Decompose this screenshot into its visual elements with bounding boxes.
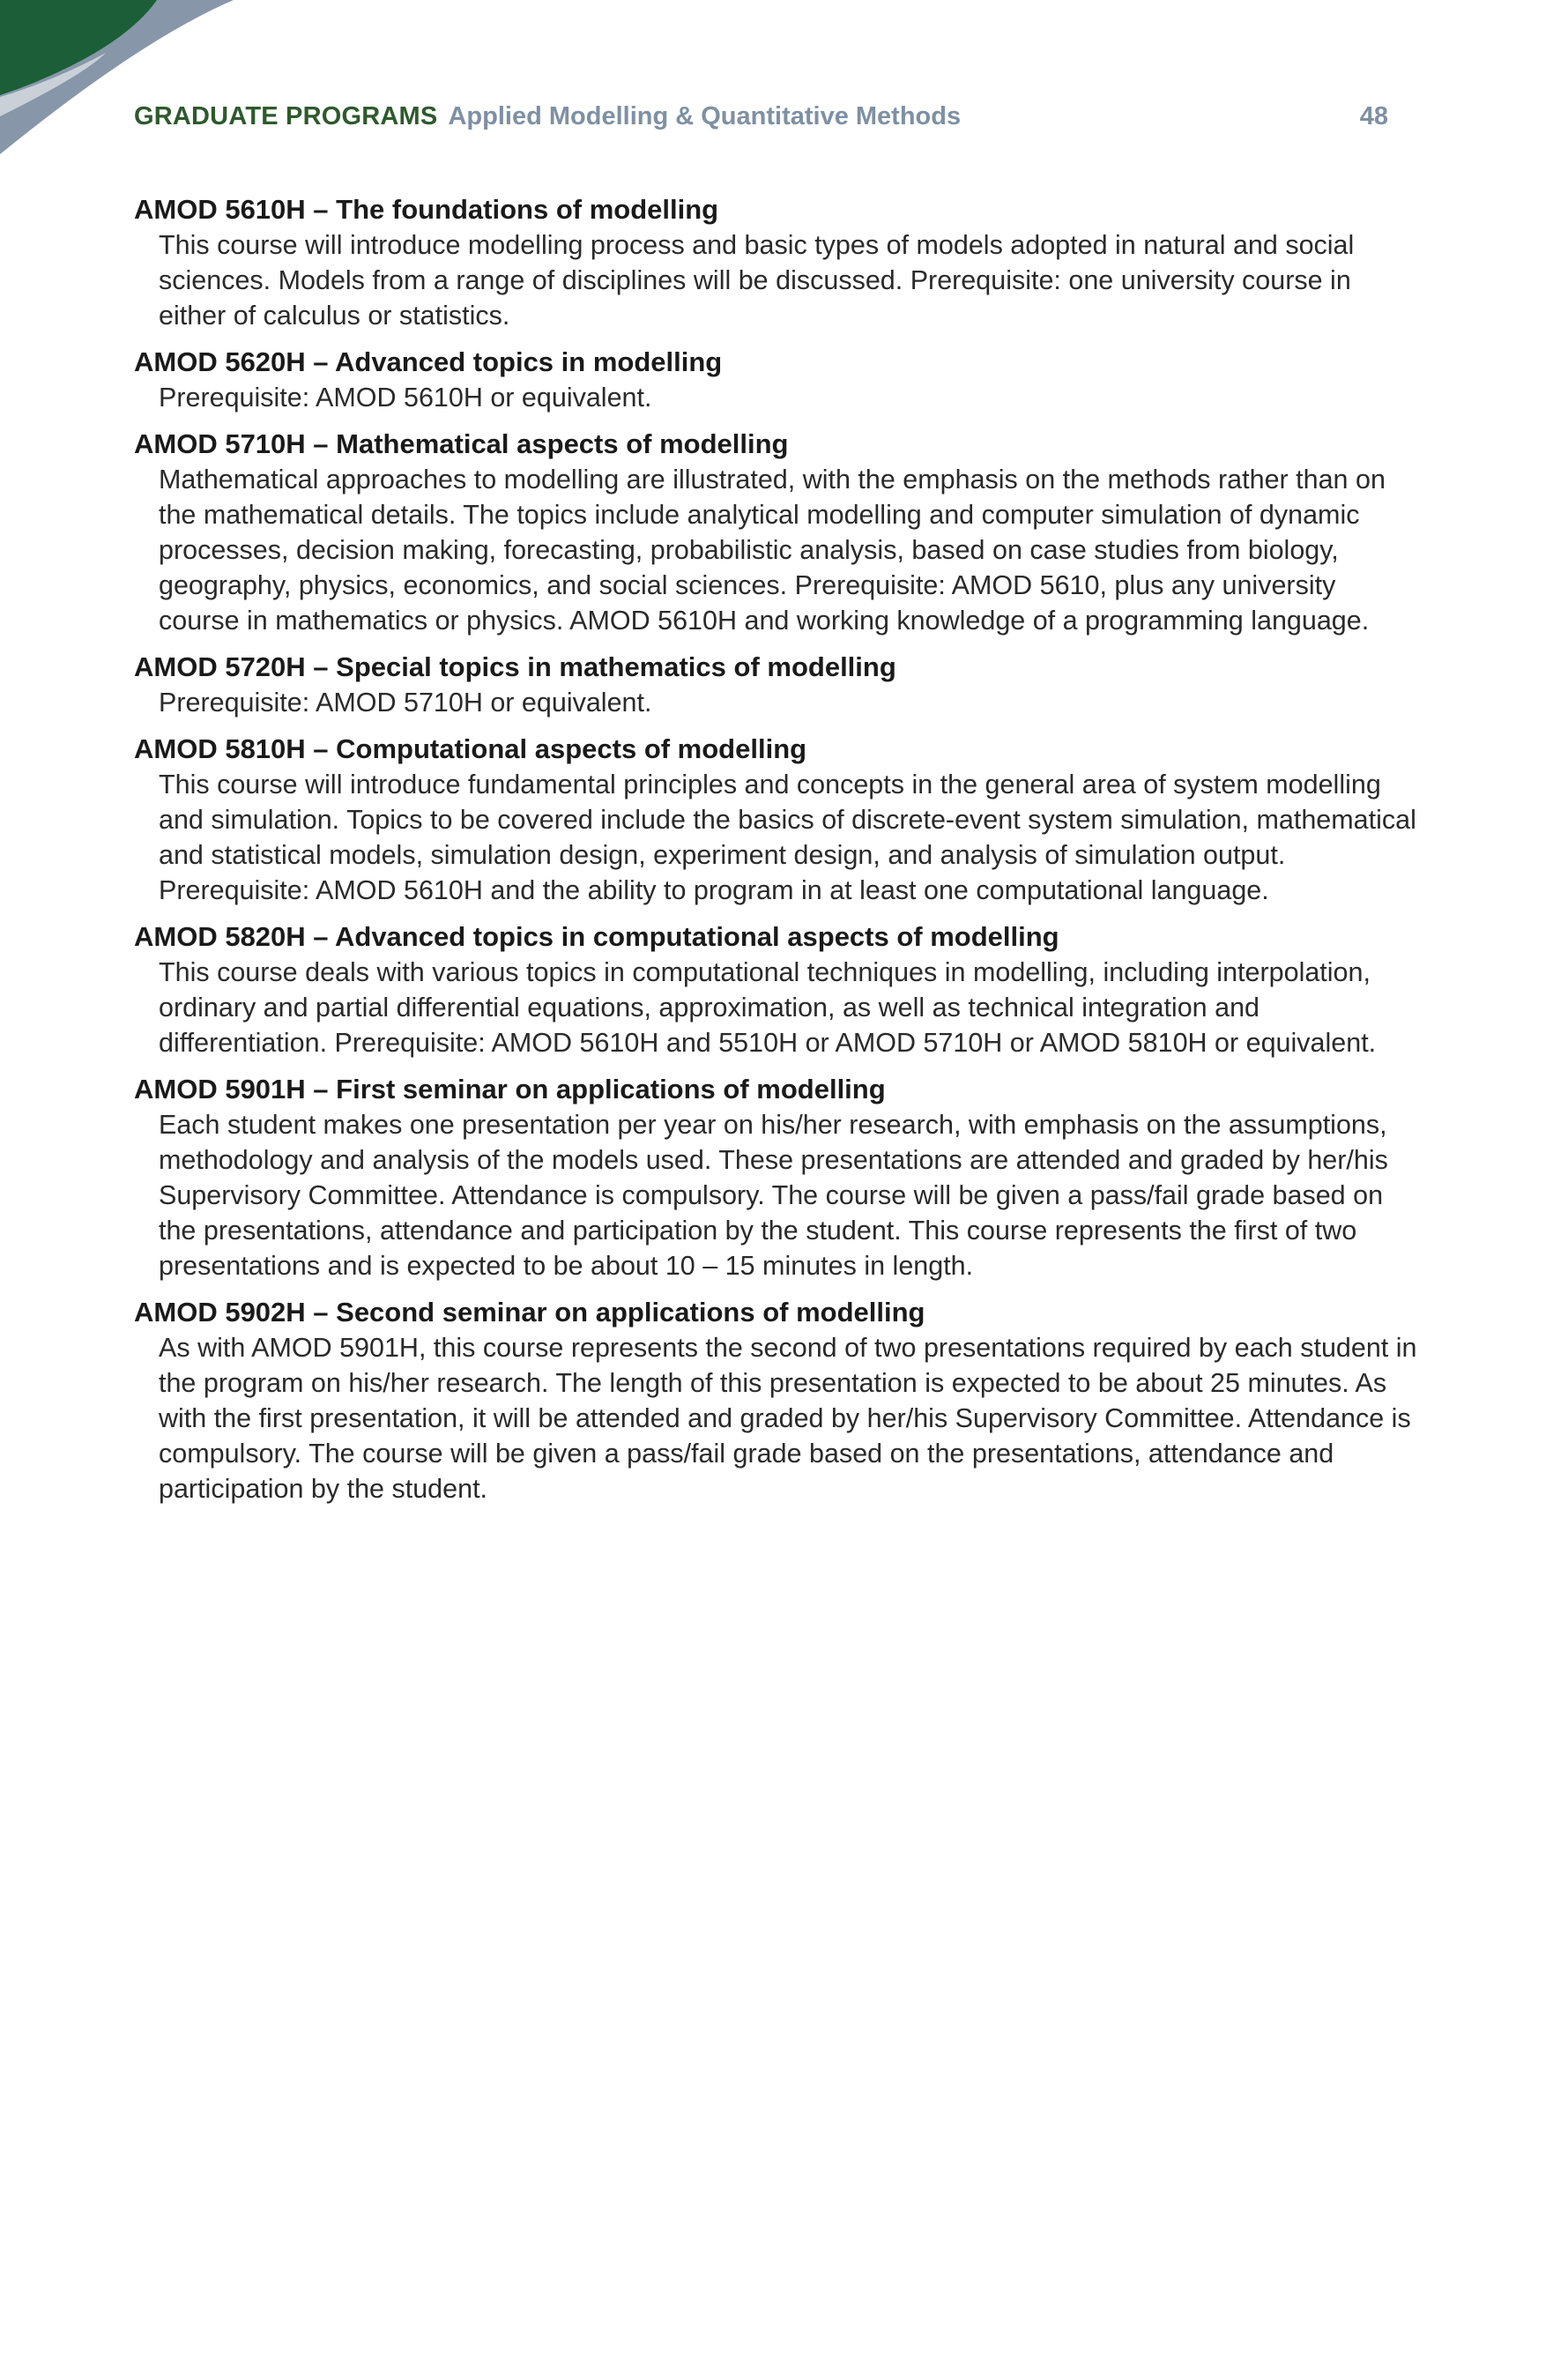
course-entry [134, 650, 1421, 720]
course-description: As with AMOD 5901H, this course represents the second of two presentations required by each student in the program on his/her research. The length of this presentation is expected to be about 25 minutes. As with the first presentation, it will be attended and graded by her/his Supervisory Committee. Attendance is compulsory. The course will be given a pass/fail grade based on the presentations, attendance and participation by the student. [159, 1333, 1417, 1504]
course-entry [134, 1072, 1421, 1283]
course-title: AMOD 5901H – First seminar on applications of modelling [134, 1074, 886, 1104]
course-title: AMOD 5710H – Mathematical aspects of modelling [134, 428, 789, 459]
header-program-title: Applied Modelling & Quantitative Methods [448, 102, 962, 130]
course-entry [134, 427, 1421, 638]
course-title: AMOD 5810H – Computational aspects of modelling [134, 733, 807, 764]
course-description: This course deals with various topics in computational techniques in modelling, including interpolation, ordinary and partial differential equations, approximation, as well as technical integration and differentiation. Prerequisite: AMOD 5610H and 5510H or AMOD 5710H or AMOD 5810H or equivalent. [159, 957, 1377, 1058]
course-entry [134, 732, 1421, 908]
course-description: This course will introduce modelling process and basic types of models adopted in natural and social sciences. Models from a range of disciplines will be discussed. Prerequisite: one university course in either of calculus or statistics. [159, 230, 1355, 331]
page-number: 48 [1359, 102, 1388, 130]
course-title: AMOD 5902H – Second seminar on applications of modelling [134, 1297, 925, 1328]
course-description: Mathematical approaches to modelling are illustrated, with the emphasis on the methods rather than on the mathematical details. The topics include analytical modelling and computer simulation of dynamic processes, decision making, forecasting, probabilistic analysis, based on case studies from biology, geography, physics, economics, and social sciences. Prerequisite: AMOD 5610, plus any university course in mathematics or physics. AMOD 5610H and working knowledge of a programming language. [159, 465, 1386, 636]
course-title: AMOD 5820H – Advanced topics in computational aspects of modelling [134, 921, 1059, 952]
course-description: Prerequisite: AMOD 5710H or equivalent. [159, 688, 652, 718]
course-list [134, 192, 1421, 1518]
course-title: AMOD 5610H – The foundations of modelling [134, 194, 719, 225]
page-header [134, 99, 1394, 134]
header-section-label: GRADUATE PROGRAMS [134, 102, 438, 130]
course-title: AMOD 5720H – Special topics in mathematics of modelling [134, 651, 896, 682]
course-title: AMOD 5620H – Advanced topics in modelling [134, 346, 723, 377]
corner-swoosh-decoration [0, 0, 264, 176]
course-entry [134, 192, 1421, 333]
course-entry [134, 1295, 1421, 1506]
course-entry [134, 919, 1421, 1060]
course-description: Each student makes one presentation per year on his/her research, with emphasis on the assumptions, methodology and analysis of the models used. These presentations are attended and graded by her/his Supervisory Committee. Attendance is compulsory. The course will be given a pass/fail grade based on the presentations, attendance and participation by the student. This course represents the first of two presentations and is expected to be about 10 – 15 minutes in length. [159, 1110, 1388, 1281]
course-entry [134, 345, 1421, 415]
course-description: This course will introduce fundamental principles and concepts in the general area of system modelling and simulation. Topics to be covered include the basics of discrete-event system simulation, mathematical and statistical models, simulation design, experiment design, and analysis of simulation output. Prerequisite: AMOD 5610H and the ability to program in at least one computational language. [159, 770, 1416, 905]
course-description: Prerequisite: AMOD 5610H or equivalent. [159, 383, 652, 413]
